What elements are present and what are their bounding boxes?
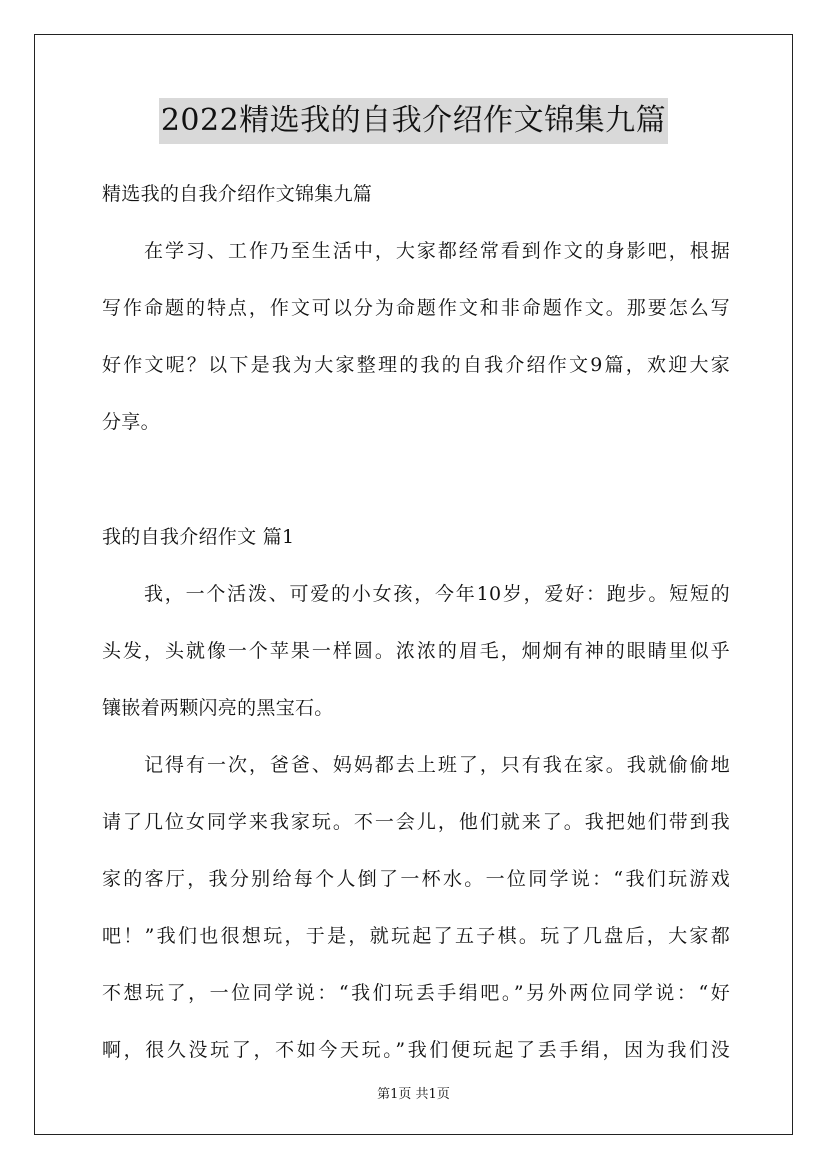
paragraph2-line: 家的客厅，我分别给每个人倒了一杯水。一位同学说：“我们玩游戏 — [102, 868, 730, 890]
intro-line: 分享。 — [102, 411, 160, 433]
intro-line: 在学习、工作乃至生活中，大家都经常看到作文的身影吧，根据 — [144, 240, 730, 262]
section-heading: 我的自我介绍作文 篇1 — [102, 526, 295, 548]
paragraph2-line: 记得有一次，爸爸、妈妈都去上班了，只有我在家。我就偷偷地 — [144, 754, 730, 776]
document-subtitle: 精选我的自我介绍作文锦集九篇 — [102, 183, 373, 205]
paragraph2-line: 不想玩了，一位同学说：“我们玩丢手绢吧。”另外两位同学说：“好 — [102, 982, 730, 1004]
page-footer: 第1页 共1页 — [377, 1087, 450, 1102]
document-body — [102, 172, 730, 1085]
intro-line: 好作文呢？以下是我为大家整理的我的自我介绍作文9篇，欢迎大家 — [102, 354, 730, 376]
intro-line: 写作命题的特点，作文可以分为命题作文和非命题作文。那要怎么写 — [102, 297, 730, 319]
paragraph-spacer — [102, 457, 730, 515]
paragraph2-line: 请了几位女同学来我家玩。不一会儿，他们就来了。我把她们带到我 — [102, 811, 730, 833]
title-container — [0, 98, 827, 144]
paragraph2-line: 吧！”我们也很想玩，于是，就玩起了五子棋。玩了几盘后，大家都 — [102, 925, 730, 947]
document-title: 2022精选我的自我介绍作文锦集九篇 — [159, 98, 668, 144]
paragraph1-line: 镶嵌着两颗闪亮的黑宝石。 — [102, 697, 334, 719]
paragraph2-line: 啊，很久没玩了，不如今天玩。”我们便玩起了丢手绢，因为我们没 — [102, 1039, 730, 1061]
paragraph1-line: 头发，头就像一个苹果一样圆。浓浓的眉毛，炯炯有神的眼睛里似乎 — [102, 640, 730, 662]
paragraph1-line: 我，一个活泼、可爱的小女孩，今年10岁，爱好：跑步。短短的 — [144, 583, 730, 605]
